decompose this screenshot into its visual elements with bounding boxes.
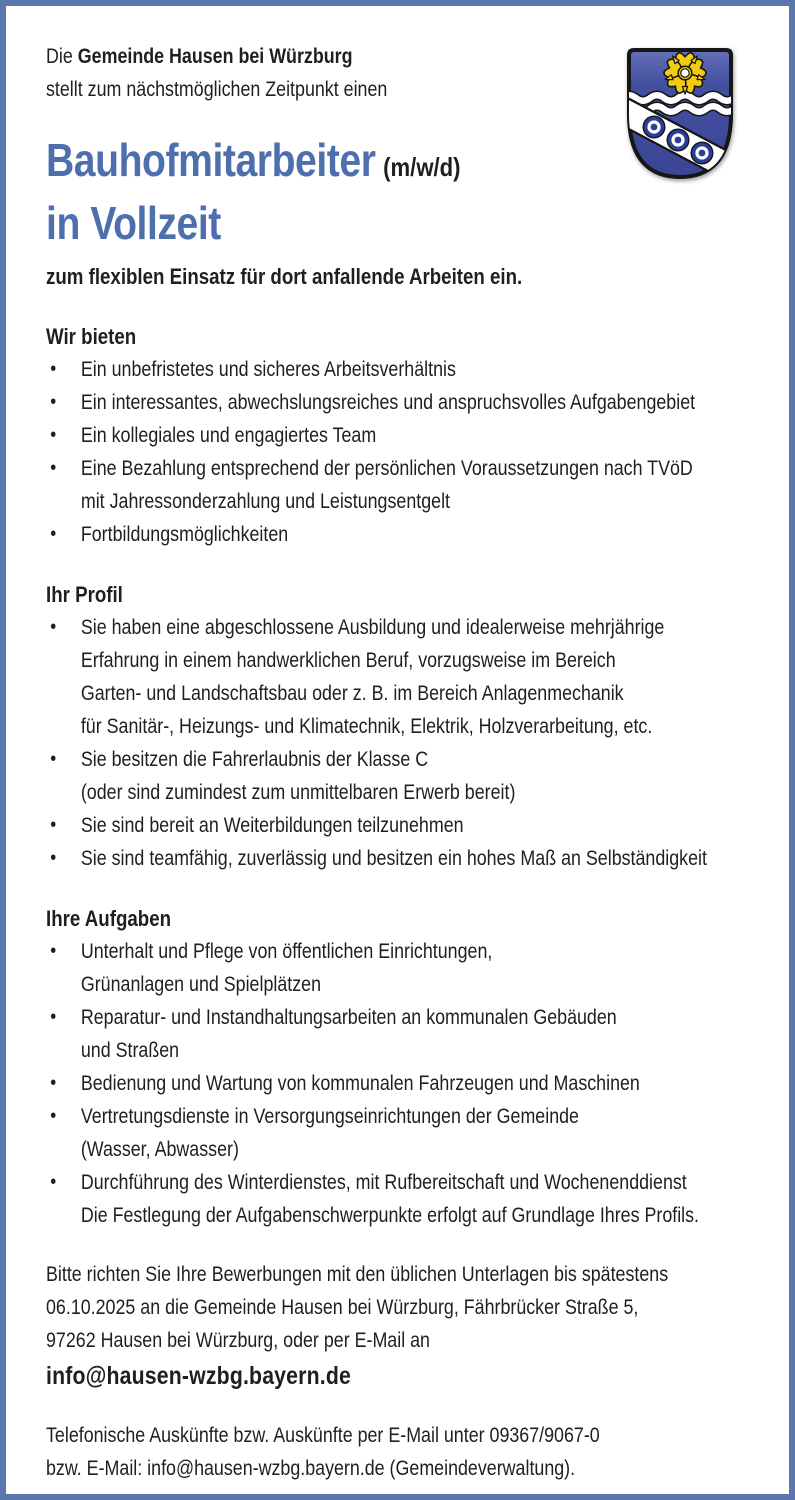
bullet-text [81,1166,795,1232]
bullet-text [81,743,795,809]
bullet-line: (Wasser, Abwasser) [80,1138,239,1161]
bullet-dot: • [50,1171,57,1193]
bullet-dot: • [50,616,57,638]
job-title-line-1 [46,132,795,195]
bullet-line: Sie haben eine abgeschlossene Ausbildung und idealerweise mehrjährige [80,616,665,639]
bullet-item [46,611,795,743]
bullet-line: Ein interessantes, abwechslungsreiches und anspruchsvolles Aufgabengebiet [80,391,696,414]
bullet-text [81,611,795,743]
bullet-item [46,743,795,809]
section-heading: Ihr Profil [46,582,123,607]
contact-paragraph [46,1419,795,1485]
bullet-item [46,386,795,419]
bullet-dot: • [50,391,57,413]
bullet-line: Ein unbefristetes und sicheres Arbeitsverhältnis [80,358,456,381]
bullet-text [81,1100,795,1166]
bullet-item [46,1001,795,1067]
bullet-dot: • [50,457,57,479]
contact-line: Telefonische Auskünfte bzw. Auskünfte per E-Mail unter 09367/9067-0 [46,1424,600,1447]
bullet-dot: • [50,847,57,869]
application-line: Bitte richten Sie Ihre Bewerbungen mit den üblichen Unterlagen bis spätestens [46,1263,669,1286]
job-title: Bauhofmitarbeiter [46,134,376,186]
section-ihre-aufgaben [46,902,795,1232]
bullet-dot: • [50,940,57,962]
bullet-text [81,419,795,452]
intro-line-1 [46,40,795,73]
bullet-dot: • [50,424,57,446]
bullet-dot: • [50,523,57,545]
bullet-text [81,353,795,386]
bullet-item [46,1100,795,1166]
contact-line: bzw. E-Mail: info@hausen-wzbg.bayern.de (Gemeindeverwaltung). [46,1457,576,1480]
bullet-line: Reparatur- und Instandhaltungsarbeiten an kommunalen Gebäuden [80,1006,617,1029]
bullet-item [46,935,795,1001]
gender-note: (m/w/d) [383,152,461,182]
section-heading: Wir bieten [46,324,137,349]
municipality-name: Gemeinde Hausen bei Würzburg [77,45,353,68]
bullet-text [81,809,795,842]
intro-line-2: stellt zum nächstmöglichen Zeitpunkt einen [46,78,388,101]
bullet-item [46,842,795,875]
bullet-line: Unterhalt und Pflege von öffentlichen Einrichtungen, [80,940,493,963]
bullet-line: Grünanlagen und Spielplätzen [80,973,322,996]
bullet-text [81,1067,795,1100]
section-ihr-profil [46,578,795,875]
bullet-dot: • [50,1105,57,1127]
bullet-line: Ein kollegiales und engagiertes Team [80,424,377,447]
bullet-text [81,386,795,419]
bullet-item [46,809,795,842]
intro-prefix: Die [46,45,78,68]
bullet-item [46,518,795,551]
section-heading: Ihre Aufgaben [46,906,172,931]
bullet-item [46,452,795,518]
bullet-line: Sie sind bereit an Weiterbildungen teilzunehmen [80,814,464,837]
application-line: 97262 Hausen bei Würzburg, oder per E-Mail an [46,1329,430,1352]
bullet-line: Die Festlegung der Aufgabenschwerpunkte erfolgt auf Grundlage Ihres Profils. [80,1204,700,1227]
bullet-line: und Straßen [80,1039,180,1062]
section-wir-bieten [46,320,795,551]
intro-bold-line: zum flexiblen Einsatz für dort anfallende Arbeiten ein. [46,264,523,289]
bullet-line: Erfahrung in einem handwerklichen Beruf, vorzugsweise im Bereich [80,649,616,672]
bullet-line: Sie sind teamfähig, zuverlässig und besitzen ein hohes Maß an Selbständigkeit [80,847,707,870]
bullet-text [81,518,795,551]
bullet-item [46,1067,795,1100]
bullet-dot: • [50,1072,57,1094]
bullet-dot: • [50,358,57,380]
bullet-dot: • [50,748,57,770]
bullet-line: (oder sind zumindest zum unmittelbaren Erwerb bereit) [80,781,516,804]
bullet-dot: • [50,814,57,836]
bullet-line: Garten- und Landschaftsbau oder z. B. im Bereich Anlagenmechanik [80,682,624,705]
bullet-line: Bedienung und Wartung von kommunalen Fahrzeugen und Maschinen [80,1072,640,1095]
application-email: info@hausen-wzbg.bayern.de [46,1362,351,1390]
bullet-line: für Sanitär-, Heizungs- und Klimatechnik, Elektrik, Holzverarbeitung, etc. [80,715,653,738]
bullet-dot: • [50,1006,57,1028]
bullet-item [46,419,795,452]
bullet-text [81,842,795,875]
bullet-text [81,452,795,518]
bullet-text [81,935,795,1001]
flyer-content [46,40,795,1485]
bullet-line: Vertretungsdienste in Versorgungseinrichtungen der Gemeinde [80,1105,579,1128]
bullet-item [46,353,795,386]
application-line: 06.10.2025 an die Gemeinde Hausen bei Würzburg, Fährbrücker Straße 5, [46,1296,639,1319]
bullet-line: Durchführung des Winterdienstes, mit Rufbereitschaft und Wochenenddienst [80,1171,687,1194]
bullet-text [81,1001,795,1067]
job-title-line-2: in Vollzeit [46,197,221,249]
bullet-item [46,1166,795,1232]
bullet-line: Eine Bezahlung entsprechend der persönlichen Voraussetzungen nach TVöD [80,457,693,480]
bullet-line: Sie besitzen die Fahrerlaubnis der Klasse C [80,748,429,771]
application-paragraph [46,1258,795,1395]
bullet-line: Fortbildungsmöglichkeiten [80,523,289,546]
bullet-line: mit Jahressonderzahlung und Leistungsentgelt [80,490,451,513]
